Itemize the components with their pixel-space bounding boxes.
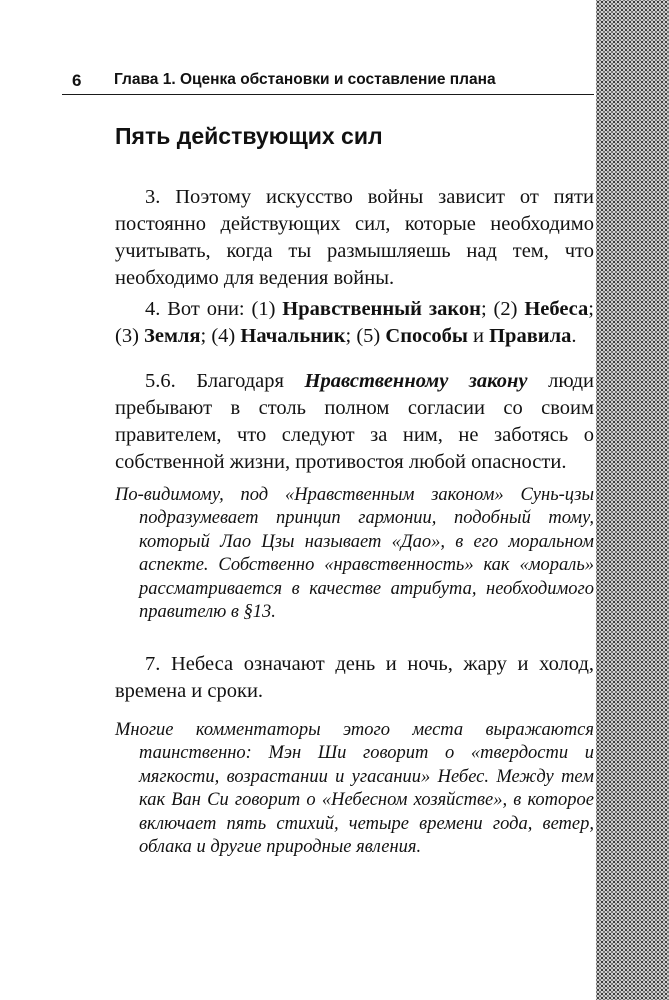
p4-sep-1: ; (2)	[480, 298, 525, 320]
p4-intro: 4. Вот они: (1)	[145, 298, 283, 320]
commentary-1: По-видимому, под «Нравственным законом» Сунь-цзы подразумевает принцип гармонии, подобный тому, который Лао Цзы называет «Дао», в его моральном аспекте. Собственно «нравственность» как «мораль» рассматривается в качестве атрибута, необходимого правителю в §13.	[115, 485, 594, 623]
page-edge-halftone	[596, 0, 669, 1000]
paragraph-7: 7. Небеса означают день и ночь, жару и холод, времена и сроки.	[115, 653, 594, 702]
p56-intro: 5.6. Благодаря	[145, 370, 305, 392]
p4-sep-4: ; (5)	[345, 325, 386, 347]
term-commander: Начальник	[240, 325, 346, 347]
term-heaven: Небеса	[524, 298, 589, 320]
term-methods: Способы	[385, 325, 468, 347]
commentary-2: Многие комментаторы этого места выражаются таинственно: Мэн Ши говорит о «твердости и мягкости, возрастании и угасании» Небес. Между тем как Ван Си говорит о «Небесном хозяйстве», в которое включает пять стихий, четыре времени года, ветер, облака и другие природные явления.	[115, 720, 594, 858]
term-earth: Земля	[144, 325, 201, 347]
page-number: 6	[72, 71, 82, 90]
p4-sep-2: ; (3)	[115, 298, 594, 347]
p4-end: .	[571, 325, 577, 347]
chapter-title: Глава 1. Оценка обстановки и составление плана	[114, 71, 496, 88]
paragraph-5-6	[115, 368, 594, 476]
term-moral-law: Нравственный закон	[282, 298, 481, 320]
running-header	[62, 58, 594, 95]
paragraph-4	[115, 296, 594, 350]
term-moral-law-italic: Нравственному закону	[304, 370, 528, 392]
p4-sep-3: ; (4)	[200, 325, 241, 347]
section-title: Пять действующих сил	[115, 123, 383, 149]
paragraph-3: 3. Поэтому искусство войны зависит от пяти постоянно действующих сил, которые необходимо учитывать, когда ты размышляешь над тем, что необходимо для ведения войны.	[115, 186, 594, 289]
p4-sep-5: и	[467, 325, 490, 347]
term-rules: Правила	[489, 325, 572, 347]
p56-rest: люди пребывают в столь полном согласии со своим правителем, что следуют за ним, не заботясь о собственной жизни, противостоя любой опасности.	[115, 370, 594, 473]
